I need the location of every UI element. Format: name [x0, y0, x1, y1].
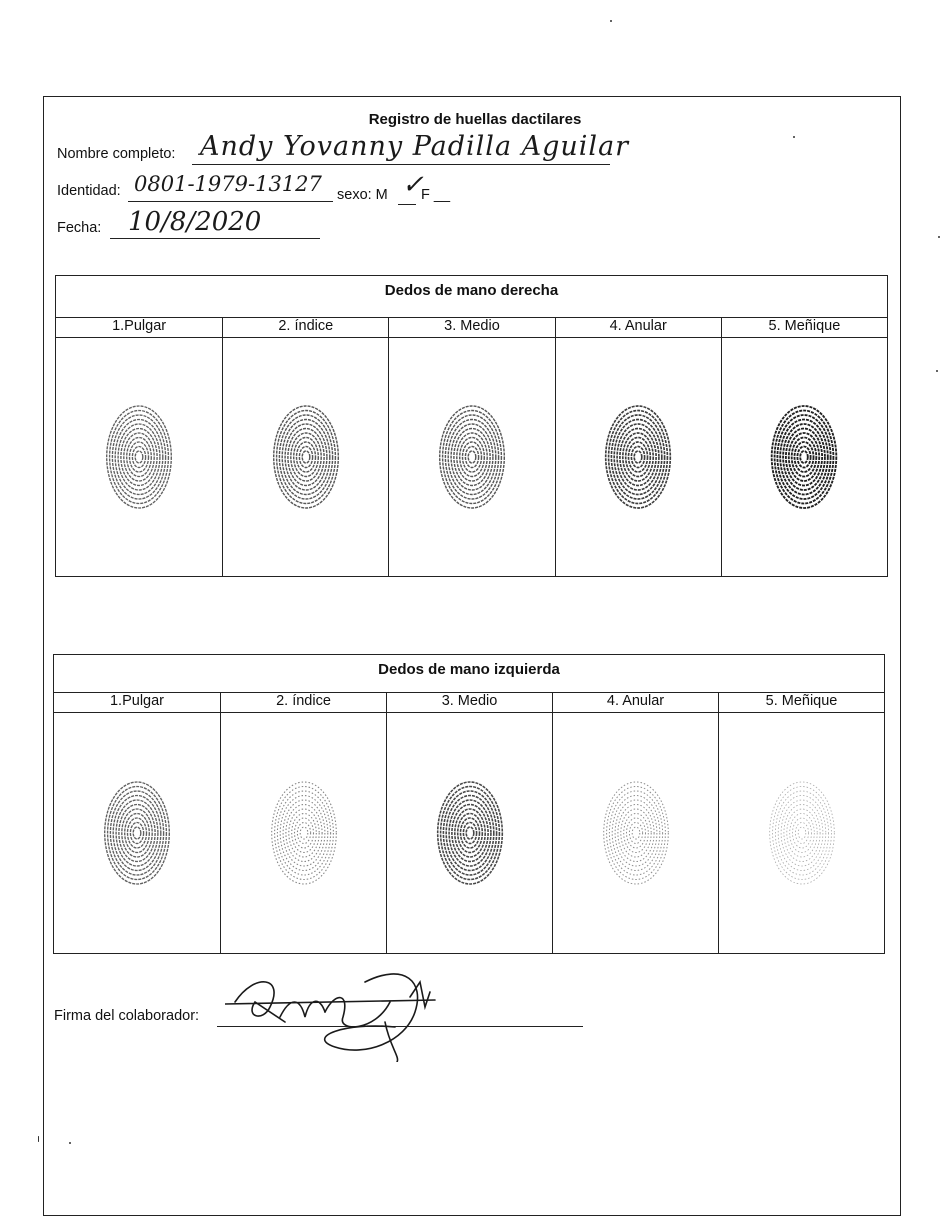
left-finger-label: 2. índice	[220, 692, 386, 712]
id-label: Identidad:	[57, 183, 121, 199]
fingerprint-icon	[764, 397, 844, 517]
id-value: 0801-1979-13127	[134, 172, 322, 196]
sex-checkmark: ✓	[402, 170, 424, 200]
left-fingerprint-cell	[386, 712, 552, 953]
left-fingerprint-cell	[718, 712, 884, 953]
left-finger-label: 5. Meñique	[718, 692, 884, 712]
left-finger-label: 1.Pulgar	[54, 692, 220, 712]
right-fingerprint-cell	[56, 337, 222, 576]
left-hand-section	[53, 654, 885, 954]
scan-speck	[793, 136, 795, 138]
left-fingerprint-cell	[552, 712, 718, 953]
fingerprint-icon	[598, 397, 678, 517]
left-fingerprint-cell	[220, 712, 386, 953]
date-label: Fecha:	[57, 220, 102, 236]
form-title: Registro de huellas dactilares	[368, 111, 582, 128]
fingerprint-icon	[432, 397, 512, 517]
right-hand-section	[55, 275, 888, 577]
right-fingerprint-cell	[222, 337, 388, 576]
right-hand-title: Dedos de mano derecha	[384, 282, 559, 299]
right-finger-label: 3. Medio	[388, 317, 554, 337]
date-value: 10/8/2020	[128, 207, 262, 237]
fingerprint-icon	[264, 773, 344, 893]
fingerprint-icon	[596, 773, 676, 893]
name-underline	[192, 164, 610, 165]
right-finger-label: 2. índice	[222, 317, 388, 337]
left-finger-label: 4. Anular	[552, 692, 718, 712]
sex-f-label: F __	[421, 187, 451, 203]
date-underline	[110, 238, 320, 239]
right-finger-label: 4. Anular	[555, 317, 721, 337]
fingerprint-icon	[762, 773, 842, 893]
left-hand-title: Dedos de mano izquierda	[378, 661, 560, 678]
fingerprint-icon	[266, 397, 346, 517]
right-finger-label: 5. Meñique	[721, 317, 887, 337]
name-label: Nombre completo:	[57, 146, 176, 162]
sex-m-underline	[398, 204, 416, 205]
scan-speck	[938, 236, 940, 238]
right-fingerprint-cell	[721, 337, 887, 576]
scan-speck	[38, 1136, 39, 1142]
left-fingerprint-cell	[54, 712, 220, 953]
fingerprint-icon	[99, 397, 179, 517]
left-finger-label: 3. Medio	[386, 692, 552, 712]
right-fingerprint-cell	[388, 337, 554, 576]
scan-speck	[936, 370, 938, 372]
fingerprint-icon	[430, 773, 510, 893]
fingerprint-icon	[97, 773, 177, 893]
scan-speck	[69, 1142, 71, 1144]
signature-image	[225, 962, 445, 1062]
right-finger-label: 1.Pulgar	[56, 317, 222, 337]
id-underline	[128, 201, 333, 202]
scan-speck	[610, 20, 612, 22]
name-value: Andy Yovanny Padilla Aguilar	[200, 131, 630, 162]
sex-label: sexo: M	[337, 187, 388, 203]
signature-label: Firma del colaborador:	[54, 1008, 200, 1024]
right-fingerprint-cell	[555, 337, 721, 576]
